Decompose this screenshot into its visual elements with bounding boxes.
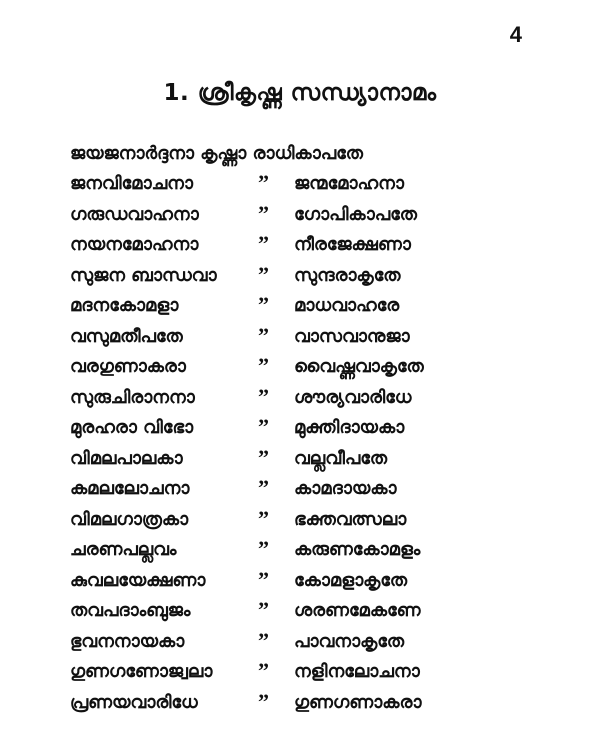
ditto-mark: ” (258, 536, 269, 561)
verse-right: മാധവാഹരേ (294, 295, 400, 316)
ditto-mark: ” (258, 475, 269, 500)
ditto-mark: ” (258, 688, 269, 714)
verse-right: വല്ലവീപതേ (294, 447, 388, 469)
verse-right: മുക്തിദായകാ (294, 417, 405, 438)
verse-row (70, 353, 550, 387)
verse-right: കരുണകോമളം (294, 539, 421, 560)
verse-right: നളിനലോചനാ (294, 661, 420, 682)
verse-right: കോമളാകൃതേ (294, 569, 408, 591)
verse-right: ശരണമേകണേ (294, 600, 421, 621)
verse-right: ഭക്തവത്സലാ (294, 508, 407, 530)
page-title: 1. ശ്രീകൃഷ്ണ സന്ധ്യാനാമം (163, 80, 437, 106)
verse-row (70, 261, 550, 296)
verse-left: ചരണപല്ലവം (70, 539, 177, 560)
verse-right: നീരജേക്ഷണാ (294, 234, 411, 255)
ditto-mark: ” (258, 292, 269, 317)
ditto-mark: ” (258, 170, 269, 195)
verse-row (70, 383, 550, 418)
ditto-mark: ” (258, 627, 269, 653)
ditto-mark: ” (258, 444, 269, 470)
verse-left: വിമലഗാത്രകാ (70, 508, 189, 530)
verse-row (70, 231, 550, 265)
verse-row (70, 658, 550, 692)
verse-left: സുജന ബാന്ധവാ (70, 264, 217, 286)
ditto-mark: ” (258, 566, 269, 592)
verse-row (70, 688, 550, 723)
verse-left: കമലലോചനാ (70, 478, 190, 499)
verse-row (70, 200, 550, 235)
first-verse-line: ജയജനാർദ്ദനാ കൃഷ്ണാ രാധികാപതേ (70, 143, 363, 164)
verse-right: വൈഷ്ണവാകൃതേ (294, 356, 424, 377)
ditto-mark: ” (258, 414, 269, 439)
verse-left: തവപദാംബുജം (70, 600, 191, 621)
ditto-mark: ” (258, 505, 269, 531)
verse-right: വാസവാനുജാ (294, 325, 410, 347)
ditto-mark: ” (258, 322, 269, 348)
verse-left: മദനകോമളാ (70, 295, 179, 316)
verse-row (70, 292, 550, 326)
verse-row (70, 170, 550, 204)
verse-right: ശൗര്യവാരിധേ (294, 386, 412, 408)
verse-row (70, 322, 550, 357)
verse-row (70, 627, 550, 662)
verse-right: ഗോപികാപതേ (294, 203, 417, 225)
ditto-mark: ” (258, 658, 269, 683)
ditto-mark: ” (258, 231, 269, 256)
verse-row (70, 566, 550, 601)
verse-left: വരഗുണാകരാ (70, 356, 186, 377)
verse-left: ജനവിമോചനാ (70, 173, 193, 194)
ditto-mark: ” (258, 383, 269, 409)
verse-left: മുരഹരാ വിഭോ (70, 417, 194, 438)
verse-right: ഗുണഗണാകരാ (294, 691, 422, 713)
verse-row (70, 597, 550, 631)
verse-right: സുന്ദരാകൃതേ (294, 264, 401, 286)
verse-row (70, 536, 550, 570)
ditto-mark: ” (258, 261, 269, 287)
verse-left: ഗരുഡവാഹനാ (70, 203, 199, 225)
ditto-mark: ” (258, 597, 269, 622)
verse-row (70, 505, 550, 540)
verse-right: ജന്മമോഹനാ (294, 173, 404, 194)
verse-right: പാവനാകൃതേ (294, 630, 405, 652)
ditto-mark: ” (258, 200, 269, 226)
page-number: 4 (509, 22, 522, 47)
verse-left: വിമലപാലകാ (70, 447, 183, 469)
verse-left: ഗുണഗണോജ്വലാ (70, 661, 213, 682)
verse-left: നയനമോഹനാ (70, 234, 199, 255)
verse-list (70, 170, 550, 722)
verse-left: കുവലയേക്ഷണാ (70, 569, 206, 591)
verse-row (70, 444, 550, 479)
verse-left: സുരുചിരാനനാ (70, 386, 195, 408)
verse-left: പ്രണയവാരിധേ (70, 691, 198, 713)
verse-right: കാമദായകാ (294, 478, 397, 499)
verse-row (70, 414, 550, 448)
verse-left: ഭുവനനായകാ (70, 630, 185, 652)
verse-left: വസുമതീപതേ (70, 325, 183, 347)
ditto-mark: ” (258, 353, 269, 378)
verse-row (70, 475, 550, 509)
